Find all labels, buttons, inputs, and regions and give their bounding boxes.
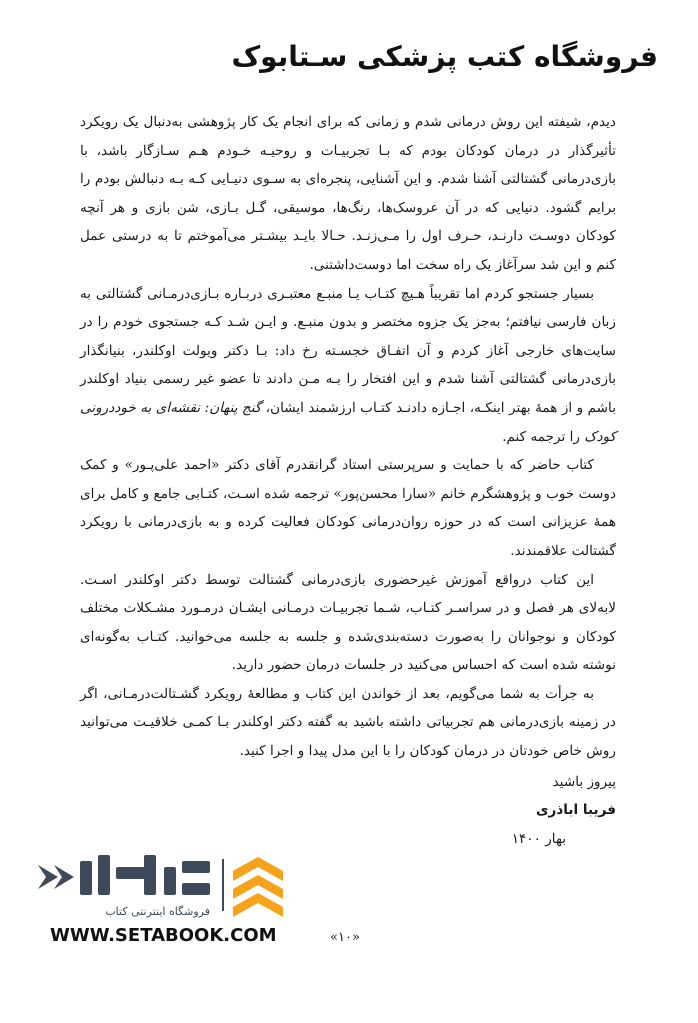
paragraph-1 — [80, 108, 616, 280]
setabook-logotype-icon — [38, 855, 210, 895]
paragraph-2 — [80, 280, 616, 452]
setabook-logo — [28, 845, 338, 945]
paragraph-text: بسیار جستجو کردم اما تقریباً هـیچ کتـاب یـا منبـع معتبـری دربـاره بـازی‌درمـانی گشتالتی به زبان فارسی نیافتم؛ به‌جز یک جزوه مختصر و بدون منبـع. و ایـن شـد کـه جستجوی خودم را در سایت‌های خارجی آغاز کردم و آن اتفـاق خجسـته رخ داد: بـا دکتر ویولت اوکلندر، بنیانگذار بازی‌درمانی گشتالتی آشنا شدم و این افتخار را بـه مـن دادند تا عضو غیر رسمی بنیاد اوکلندر باشم و از همهٔ بهتر اینکـه، اجـازه دادنـد کتـاب ارزشمند ایشان، — [80, 285, 616, 416]
watermark-url: WWW.SETABOOK.COM — [50, 925, 277, 945]
book-title-italic: گنج پنهان: نقشه‌ای به خوددرونی کودک — [80, 399, 616, 445]
paragraph-text: دیدم، شیفته این روش درمانی شدم و زمانی که برای انجام یک کار پژوهشی به‌دنبال یک رویکرد تأثیرگذار در درمان کودکان بودم که بـا تجربیـات و روحیـه خـودم هـم سـازگار باشد، با بازی‌درمانی گشتالتی آشنا شدم. و این آشنایی، پنجره‌ای به سـوی دنیـایی کـه بـه دنبالش بودم را برایم گشود. دنیایی که در آن عروسک‌ها، رنگ‌ها، موسیقی، گـل بـازی، شن بازی و هر آنچه کودکان دوسـت دارنـد، حـرف اول را مـی‌زنـد. حـالا بایـد بیشـتر می‌آموختم تا به درستی عمل کنم و این شد سرآغاز یک راه سخت اما دوست‌داشتنی. — [80, 114, 616, 273]
chevron-logo-icon — [233, 857, 283, 917]
signature-date: بهار ۱۴۰۰ — [511, 830, 566, 847]
paragraph-text: این کتاب درواقع آموزش غیرحضوری بازی‌درمانی گشتالت توسط دکتر اوکلندر اسـت. لابه‌لای هر فصل و در سراسـر کتـاب، شـما تجربیـات درمـانی ایشـان درمـورد مشـکلات مختلف کودکان و نوجوانان را به‌صورت دسته‌بندی‌شده و جلسه به جلسه می‌خوانید. کتـاب به‌گونه‌ای نوشته شده است که احساس می‌کنید در جلسات درمان حضور دارید. — [80, 571, 616, 674]
paragraph-3 — [80, 451, 616, 565]
signature-name: فریبا اباذری — [536, 802, 616, 819]
paragraph-text: را ترجمه کنم. — [502, 428, 585, 445]
paragraph-text: کتاب حاضر که با حمایت و سرپرستی استاد گرانقدرم آقای دکتر «احمد علی‌پـور» و کمک دوست خوب و پژوهشگرم خانم «سارا محسن‌پور» ترجمه شده اسـت، کتـابی جامع و کامل برای همهٔ عزیزانی است که در حوزه روان‌درمانی کودکان فعالیت کرده و به بازی‌درمانی با رویکرد گشتالت علاقمندند. — [80, 457, 616, 559]
watermark-tagline: فروشگاه اینترنتی کتاب — [105, 905, 210, 918]
paragraph-4 — [80, 566, 616, 680]
setabook-watermark — [28, 845, 338, 945]
paragraph-5 — [80, 680, 616, 766]
body-text — [80, 108, 616, 853]
paragraph-text: به جرأت به شما می‌گویم، بعد از خواندن این کتاب و مطالعهٔ رویکرد گشـتالت‌درمـانی، اگر در زمینه بازی‌درمانی هم تجربیاتی داشته باشید به گفته دکتر اوکلندر بـا کمـی خلاقیـت می‌توانید روش خاص خودتان در درمان کودکان را با این مدل پیدا و اجرا کنید. — [80, 685, 616, 760]
closing-line: پیروز باشید — [552, 773, 616, 790]
page-header-title: فروشگاه کتب پزشکی سـتابوک — [231, 40, 658, 73]
page-number: «۱۰» — [330, 930, 360, 945]
